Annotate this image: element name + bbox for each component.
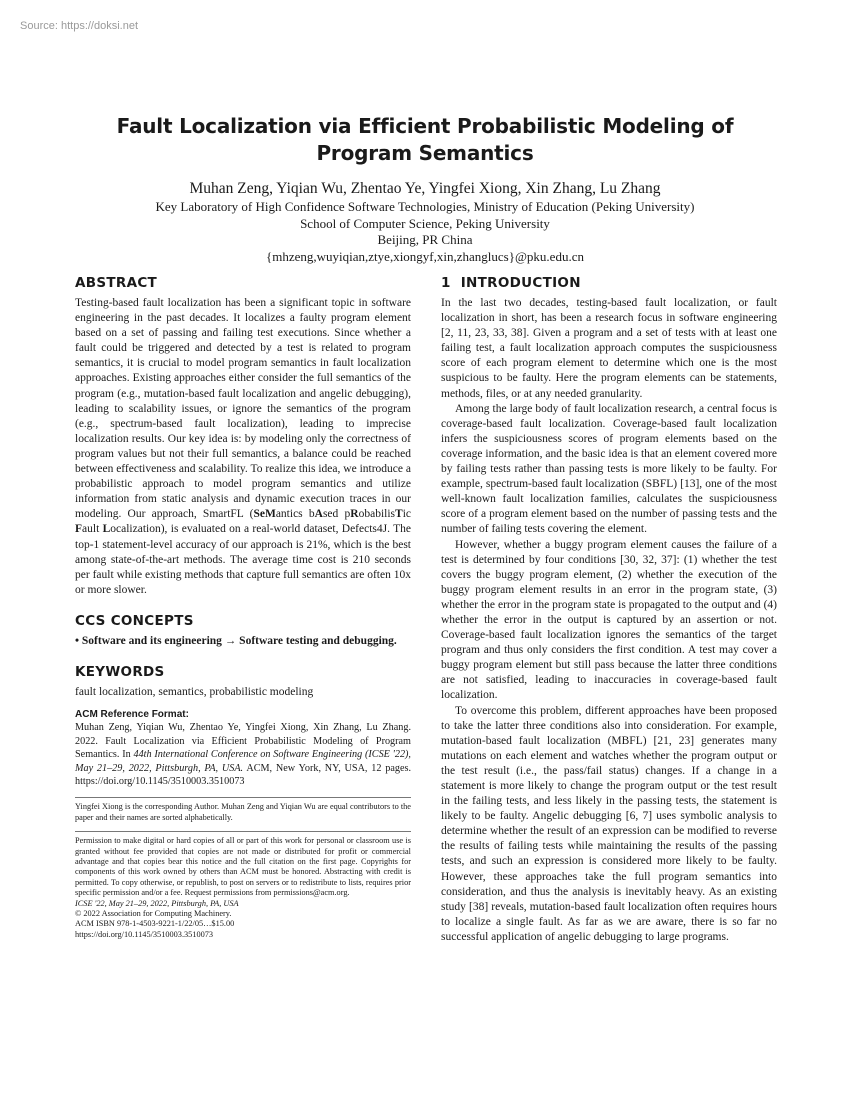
acronym-segment: T [395,508,403,521]
paper-title [75,113,775,167]
copyright-text: © 2022 Association for Computing Machinery. [75,909,232,919]
title-line-2: Program Semantics [316,141,534,165]
keywords-heading: KEYWORDS [75,663,165,680]
affiliation-line-3: Beijing, PR China [377,232,473,247]
abstract-acronym [75,508,411,595]
conference-info: ICSE '22, May 21–29, 2022, Pittsburgh, PA, USA [75,898,239,908]
section-number: 1 [441,275,451,291]
author-emails: {mhzeng,wuyiqian,ztye,xiongyf,xin,zhanglucs}@pku.edu.cn [266,248,584,264]
footnote-rule [75,797,411,798]
title-block [75,113,775,265]
intro-paragraph-4: To overcome this problem, different approaches have been proposed to take the latter three conditions also into consideration. For example, mutation-based fault localization (MBFL) [21, 23] generates many mutations on each element and watches whether the program output or the test result (i.e., the pass/fail status) changes. If a change in a statement is more likely to change the program output or the test result in the failing tests, and less likely in the passing tests, the statement is likely to be faulty. Angelic debugging [6, 7] uses symbolic analysis to determine whether the result of an expression can be modified to reverse the results of failing tests while maintaining the results of the passing tests, and such an expression is considered more likely to be faulty. However, these approaches take the full program semantics into consideration, and thus the analysis is inevitably heavy. As an existing study [38] reveals, mutation-based fault localization often requires hours to localize a single fault. As far as we are aware, there is so far no successful application of angelic debugging to large programs. [441,704,777,943]
acm-reference-text [75,721,411,789]
acronym-segment: F [75,523,83,536]
intro-paragraph-2: Among the large body of fault localization research, a central focus is coverage-based fault localization. Coverage-based fault localization infers the suspiciousness scores of program elements based on the coverage information, and the basic idea is that an element covered more by failing tests rather than passing tests is more likely to be faulty. For example, spectrum-based fault localization (SBFL) [13], one of the most well-known fault localization families, calculates the suspiciousness score of a program element based on the number of passing tests and the number of failing tests covering the element. [441,402,777,536]
acronym-segment: ic [402,508,411,521]
acm-reference-venue: 44th International Conference on Software Engineering (ICSE '22), May 21–29, 2022, Pittsburgh, PA, USA. [75,749,411,774]
abstract-heading: ABSTRACT [75,275,158,291]
doi-link[interactable]: https://doi.org/10.1145/3510003.3510073 [75,929,214,939]
affiliation-line-2: School of Computer Science, Peking University [300,215,550,231]
abstract-text [75,296,411,598]
author-footnote: Yingfei Xiong is the corresponding Author. Muhan Zeng and Yiqian Wu are equal contributors to the paper and their names are sorted alphabetically. [75,802,411,822]
intro-paragraph-1: In the last two decades, testing-based fault localization, or fault localization in short, has been a research focus in software engineering [2, 11, 23, 33, 38]. Given a program and a set of tests with at least one failing test, a fault localization approach computes the suspiciousness score of each program element to determine which one is the most suspicious to be faulty. Here the program elements can be statements, methods, files, or at any needed granularity. [441,297,777,400]
acm-reference-pre: Muhan Zeng, Yiqian Wu, Zhentao Ye, Yingfei Xiong, Xin Zhang, Lu Zhang. 2022. Fault Localization via Efficient Probabilistic Modeling of Program Semantics. In [75,722,411,761]
permission-text: Permission to make digital or hard copies of all or part of this work for personal or classroom use is granted without fee provided that copies are not made or distributed for profit or commercial advantage and that copies bear this notice and the full citation on the first page. Copyrights for components of this work owned by others than ACM must be honored. Abstracting with credit is permitted. To copy otherwise, or republish, to post on servers or to redistribute to lists, requires prior specific permission and/or a fee. Request permissions from permissions@acm.org. [75,836,411,898]
ccs-concepts: • Software and its engineering → Software testing and debugging. [75,634,397,647]
acronym-segment: antics b [275,508,315,521]
acronym-segment: obabilis [358,508,396,521]
intro-paragraph-3: However, whether a buggy program element causes the failure of a test is determined by four conditions [30, 32, 37]: (1) whether the test covers the buggy program element, (2) whether the execution of the buggy program element results in an error in the program state, (3) whether the error in the program state is propagated to the output and (4) whether the error in the output is captured by an assertion or not. Coverage-based fault localization ignores the semantics of the target program and thus only considers the first condition. A test may cover a buggy program element but still pass because the latter three conditions are not satisfied, leading to inaccuracies in coverage-based fault localization. [441,538,777,702]
title-line-1: Fault Localization via Efficient Probabilistic Modeling of [116,114,734,138]
permission-rule [75,831,411,832]
acronym-segment: M [264,508,276,521]
keywords-text: fault localization, semantics, probabilistic modeling [75,685,314,698]
acronym-segment: L [102,523,111,536]
acronym-segment: R [350,508,359,521]
ccs-heading: CCS CONCEPTS [75,612,194,629]
acronym-segment: Se [253,508,265,521]
acronym-segment: A [314,508,323,521]
left-column [75,274,411,940]
permission-block [75,836,411,940]
affiliation-line-1: Key Laboratory of High Confidence Software Technologies, Ministry of Education (Peking University) [155,199,695,214]
acm-reference-heading: ACM Reference Format: [75,709,189,721]
acm-reference-post: ACM, New York, NY, USA, 12 pages. https://doi.org/10.1145/3510003.3510073 [75,762,411,788]
acronym-segment: ault [82,523,103,536]
abstract-body: Testing-based fault localization has been a significant topic in software engineering in the past decades. It localizes a faulty program element based on a set of passing and failing test executions. Since whether a fault could be triggered and detected by a test is related to program semantics, it is crucial to model program semantics in fault localization approaches. Existing approaches either consider the full semantics of the program (e.g., mutation-based fault localization and angelic debugging), leading to scalability issues, or ignore the semantics of the program (e.g., spectrum-based fault localization), leading to imprecise localization results. Our key idea is: by modeling only the correctness of program values but not their full semantics, a balance could be reached between effectiveness and scalability. To realize this idea, we introduce a probabilistic approach to model program semantics and utilize information from static analysis and dynamic execution traces in our modeling. Our approach, SmartFL ( [75,297,411,521]
isbn-text: ACM ISBN 978-1-4503-9221-1/22/05…$15.00 [75,919,235,929]
introduction-heading [441,274,777,292]
acronym-segment: sed p [322,508,351,521]
author-list: Muhan Zeng, Yiqian Wu, Zhentao Ye, Yingfei Xiong, Xin Zhang, Lu Zhang [189,180,661,197]
source-label: Source: https://doksi.net [20,20,139,32]
right-column [441,274,777,945]
acronym-segment: ocalization), is evaluated on a real-world dataset, Defects4J. The top-1 statement-level accuracy of our approach is 21%, which is the best among state-of-the-art methods. The average time cost is 210 seconds per fault while existing methods that capture full semantics are often 10x or more slower. [75,523,411,596]
section-title: INTRODUCTION [460,275,581,291]
